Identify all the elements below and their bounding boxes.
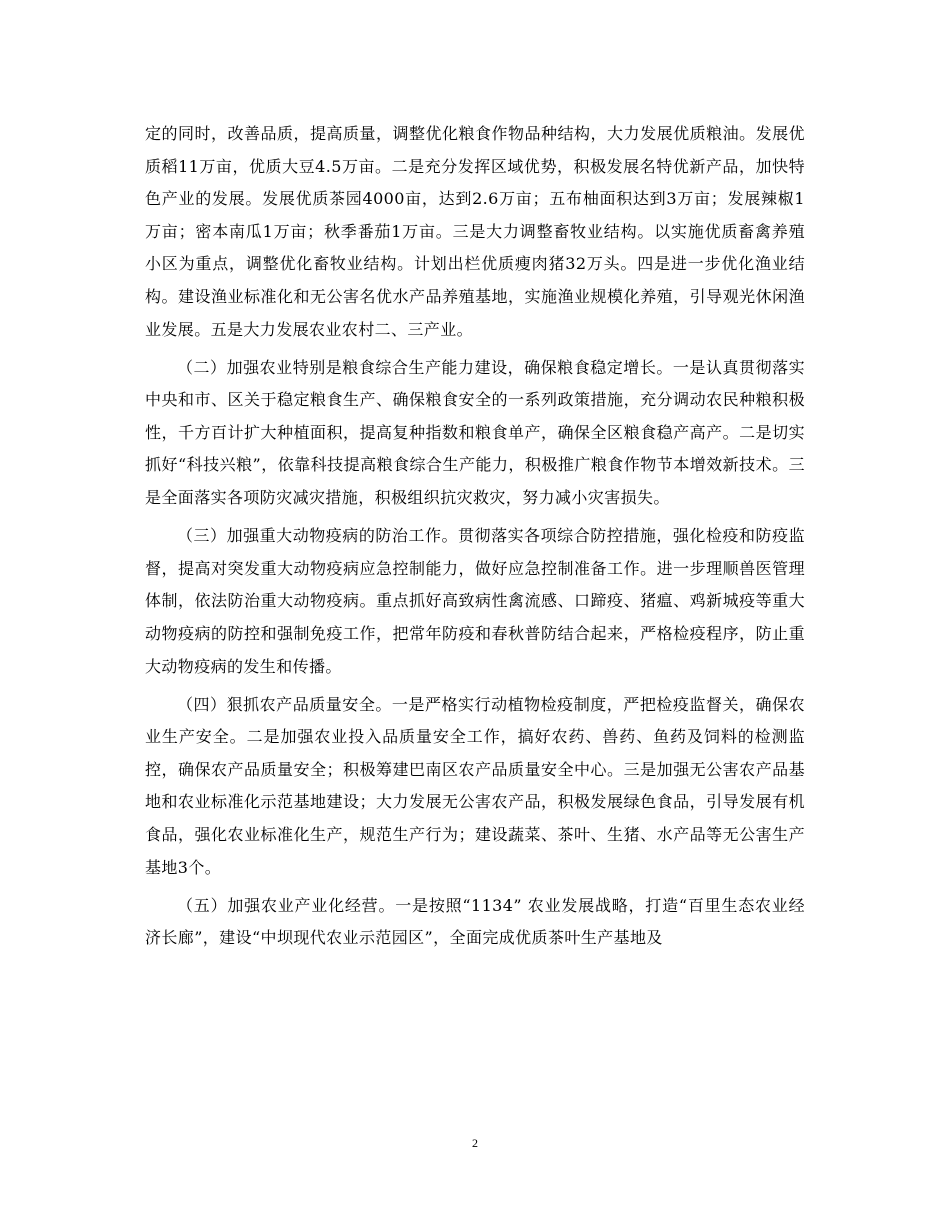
paragraph-product-safety: （四）狠抓农产品质量安全。一是严格实行动植物检疫制度，严把检疫监督关，确保农业生产安全。二是加强农业投入品质量安全工作，搞好农药、兽药、鱼药及饲料的检测监控，确保农产品质量安全；积极筹建巴南区农产品质量安全中心。三是加强无公害农产品基地和农业标准化示范基地建设；大力发展无公害农产品，积极发展绿色食品，引导发展有机食品，强化农业标准化生产，规范生产行为；建设蔬菜、茶叶、生猪、水产品等无公害生产基地3个。: [145, 694, 805, 877]
paragraph-animal-epidemic: （三）加强重大动物疫病的防治工作。贯彻落实各项综合防控措施，强化检疫和防疫监督，提高对突发重大动物疫病应急控制能力，做好应急控制准备工作。进一步理顺兽医管理体制，依法防治重大动物疫病。重点抓好高致病性禽流感、口蹄疫、猪瘟、鸡新城疫等重大动物疫病的防控和强制免疫工作，把常年防疫和春秋普防结合起来，严格检疫程序，防止重大动物疫病的发生和传播。: [145, 526, 805, 676]
paragraph-grain-capacity: （二）加强农业特别是粮食综合生产能力建设，确保粮食稳定增长。一是认真贯彻落实中央和市、区关于稳定粮食生产、确保粮食安全的一系列政策措施，充分调动农民种粮积极性，千方百计扩大种植面积，提高复种指数和粮食单产，确保全区粮食稳产高产。二是切实抓好“科技兴粮”，依靠科技提高粮食综合生产能力，积极推广粮食作物节本增效新技术。三是全面落实各项防灾减灾措施，积极组织抗灾救灾，努力减小灾害损失。: [145, 357, 805, 508]
page-number: 2: [472, 1136, 478, 1150]
paragraph-continued: 定的同时，改善品质，提高质量，调整优化粮食作物品种结构，大力发展优质粮油。发展优质稻11万亩，优质大豆4.5万亩。二是充分发挥区域优势，积极发展名特优新产品，加快特色产业的发展。发展优质茶园4000亩，达到2.6万亩；五布柚面积达到3万亩；发展辣椒1万亩；密本南瓜1万亩；秋季番茄1万亩。三是大力调整畜牧业结构。以实施优质畜禽养殖小区为重点，调整优化畜牧业结构。计划出栏优质瘦肉猪32万头。四是进一步优化渔业结构。建设渔业标准化和无公害名优水产品养殖基地，实施渔业规模化养殖，引导观光休闲渔业发展。五是大力发展农业农村二、三产业。: [145, 124, 805, 339]
document-body: [145, 118, 805, 955]
paragraph-industrialization: （五）加强农业产业化经营。一是按照“1134” 农业发展战略，打造“百里生态农业经济长廊”，建设“中坝现代农业示范园区”，全面完成优质茶叶生产基地及: [145, 895, 805, 948]
